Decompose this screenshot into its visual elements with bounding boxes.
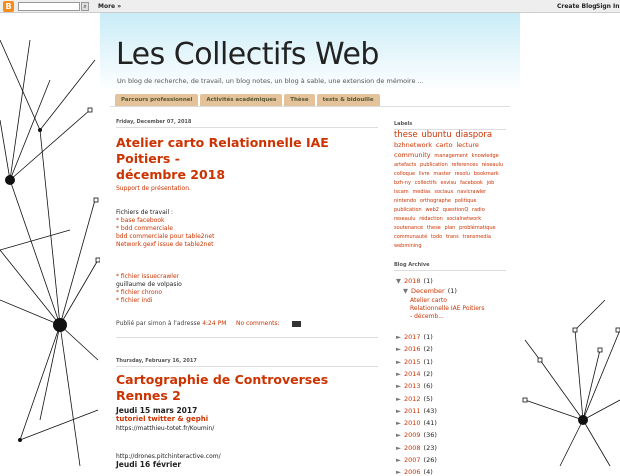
more-label: More bbox=[98, 3, 116, 10]
create-blog-link[interactable]: Create Blog bbox=[557, 3, 597, 10]
label-link[interactable]: todo bbox=[430, 234, 443, 240]
archive-year-label[interactable]: 2011 bbox=[404, 406, 421, 415]
tab-parcours[interactable]: Parcours professionnel bbox=[115, 94, 198, 106]
tutorial-link[interactable]: tutoriel twitter & gephi bbox=[116, 415, 209, 423]
expand-right-icon[interactable]: ► bbox=[396, 443, 401, 452]
label-link[interactable]: reseaulu bbox=[394, 216, 416, 222]
label-link[interactable]: diaspora bbox=[455, 130, 493, 140]
post-title[interactable] bbox=[116, 135, 378, 183]
expand-right-icon[interactable]: ► bbox=[396, 431, 401, 440]
post-subheading: Jeudi 15 mars 2017 bbox=[116, 406, 198, 415]
blog-header bbox=[100, 13, 520, 91]
post-footer bbox=[116, 320, 301, 327]
post-title-line1[interactable]: Atelier carto Relationnelle IAE Poitiers - bbox=[116, 135, 329, 166]
label-link[interactable]: esvisu bbox=[440, 180, 457, 186]
post-date: Thursday, February 16, 2017 bbox=[116, 358, 378, 367]
archive-year-current[interactable] bbox=[396, 277, 433, 285]
post-time-link[interactable]: 4:24 PM bbox=[202, 320, 227, 327]
label-link[interactable]: these bbox=[426, 225, 441, 231]
comments-link[interactable]: No comments: bbox=[235, 320, 280, 327]
label-link[interactable]: webmining bbox=[394, 243, 422, 249]
file-link[interactable]: * fichier issuecrawler bbox=[116, 273, 180, 280]
divider bbox=[116, 337, 378, 338]
blog-container bbox=[100, 13, 520, 476]
expand-down-icon[interactable]: ▼ bbox=[396, 277, 401, 285]
archive-year[interactable] bbox=[396, 333, 433, 341]
labels-heading: Labels bbox=[394, 121, 506, 130]
archive-year-label[interactable]: 2012 bbox=[404, 394, 421, 403]
blogger-navbar bbox=[0, 0, 620, 13]
archive-count: (1) bbox=[423, 357, 433, 366]
label-link[interactable]: medias bbox=[412, 189, 431, 195]
archive-year[interactable] bbox=[396, 382, 433, 390]
label-link[interactable]: bzhnetwork bbox=[394, 141, 433, 149]
archive-year-label[interactable]: 2013 bbox=[404, 382, 421, 391]
archive-count: (5) bbox=[423, 394, 433, 403]
blog-description: Un blog de recherche, de travail, un blog notes, un blog à sable, une extension de mémoire ... bbox=[117, 77, 424, 85]
expand-down-icon[interactable]: ▼ bbox=[403, 287, 408, 295]
label-link[interactable]: these bbox=[394, 130, 418, 140]
label-link[interactable]: lecture bbox=[456, 141, 479, 149]
url-text[interactable]: https://matthieu-totet.fr/Koumin/ bbox=[116, 425, 215, 432]
file-link[interactable]: * base facebook bbox=[116, 217, 165, 224]
support-link[interactable]: Support de présentation. bbox=[116, 185, 191, 192]
expand-right-icon[interactable]: ► bbox=[396, 369, 401, 378]
post-subheading: Jeudi 16 février bbox=[116, 460, 182, 469]
expand-right-icon[interactable]: ► bbox=[396, 394, 401, 403]
label-link[interactable]: réseaulu bbox=[481, 162, 504, 168]
label-link[interactable]: management bbox=[434, 153, 468, 159]
label-link[interactable]: job bbox=[486, 180, 495, 186]
archive-year-label[interactable]: 2017 bbox=[404, 333, 421, 341]
label-link[interactable]: references bbox=[451, 162, 478, 168]
archive-count: (6) bbox=[423, 382, 433, 391]
archive-count: (36) bbox=[423, 431, 437, 440]
archive-count: (23) bbox=[423, 443, 437, 452]
expand-right-icon[interactable]: ► bbox=[396, 419, 401, 428]
archive-year-label[interactable]: 2006 bbox=[404, 468, 421, 476]
tab-activites[interactable]: Activités académiques bbox=[200, 94, 282, 106]
label-link[interactable]: collectifs bbox=[414, 180, 437, 186]
divider bbox=[110, 106, 510, 107]
file-link[interactable]: * fichier indi bbox=[116, 297, 153, 304]
search-input[interactable] bbox=[18, 2, 80, 11]
more-arrow-icon: » bbox=[117, 3, 122, 10]
label-link[interactable]: navicrawler bbox=[457, 189, 487, 195]
fichiers-label: Fichiers de travail : bbox=[116, 209, 174, 216]
archive-year[interactable] bbox=[396, 370, 433, 378]
label-link[interactable]: soutenance bbox=[394, 225, 424, 231]
label-link[interactable]: livre bbox=[418, 171, 430, 177]
label-link[interactable]: communauté bbox=[394, 234, 428, 240]
label-link[interactable]: publication bbox=[394, 207, 422, 213]
label-link[interactable]: orthographe bbox=[419, 198, 451, 204]
label-link[interactable]: transmedia bbox=[462, 234, 491, 240]
archive-year-label[interactable]: 2008 bbox=[404, 443, 421, 452]
expand-right-icon[interactable]: ► bbox=[396, 468, 401, 476]
label-link[interactable]: artefacts bbox=[394, 162, 417, 168]
sign-in-link[interactable]: Sign In bbox=[596, 3, 620, 10]
tab-these[interactable]: Thèse bbox=[284, 94, 314, 106]
archive-count: (2) bbox=[423, 345, 433, 354]
tab-tests[interactable]: tests & bidouille bbox=[317, 94, 380, 106]
label-link[interactable]: nintendo bbox=[394, 198, 417, 204]
label-link[interactable]: bzh-ny bbox=[394, 180, 411, 186]
archive-count: (1) bbox=[447, 287, 457, 295]
archive-year[interactable] bbox=[396, 419, 437, 427]
footer-prefix: Publié par simon à l'adresse bbox=[116, 320, 201, 327]
expand-right-icon[interactable]: ► bbox=[396, 345, 401, 354]
expand-right-icon[interactable]: ► bbox=[396, 357, 401, 366]
archive-month-label[interactable]: December bbox=[411, 287, 445, 295]
post-date: Friday, December 07, 2018 bbox=[116, 119, 378, 128]
label-link[interactable]: politique bbox=[454, 198, 477, 204]
label-link[interactable]: socialnetwork bbox=[446, 216, 482, 222]
archive-year[interactable] bbox=[396, 456, 437, 464]
archive-month[interactable] bbox=[403, 287, 457, 295]
label-link[interactable]: resolu bbox=[454, 171, 470, 177]
archive-year-label[interactable]: 2007 bbox=[404, 456, 421, 464]
label-link[interactable]: iscam bbox=[394, 189, 409, 195]
archive-heading: Blog Archive bbox=[394, 262, 506, 271]
archive-year-label[interactable]: 2010 bbox=[404, 419, 421, 428]
label-link[interactable]: publication bbox=[420, 162, 448, 168]
expand-right-icon[interactable]: ► bbox=[396, 382, 401, 391]
label-link[interactable]: bookmark bbox=[473, 171, 499, 177]
label-link[interactable]: problématique bbox=[459, 225, 496, 231]
label-link[interactable]: plan bbox=[444, 225, 456, 231]
archive-year[interactable] bbox=[396, 395, 433, 403]
label-link[interactable]: questionQ bbox=[442, 207, 469, 213]
file-link[interactable]: bdd commerciale pour table2net bbox=[116, 233, 215, 240]
archive-year[interactable] bbox=[396, 345, 433, 353]
archive-post-link[interactable]: Atelier carto Relationnelle IAE Poitiers - décemb... bbox=[410, 297, 485, 320]
blogger-logo-icon[interactable]: B bbox=[3, 1, 14, 12]
file-author: guillaume de volpasio bbox=[116, 281, 182, 288]
label-link[interactable]: radio bbox=[472, 207, 485, 213]
blog-title[interactable]: Les Collectifs Web bbox=[116, 37, 379, 72]
post-title-line2[interactable]: décembre 2018 bbox=[116, 167, 226, 182]
file-link[interactable]: * bdd commerciale bbox=[116, 225, 173, 232]
label-link[interactable]: trans bbox=[445, 234, 459, 240]
archive-year[interactable] bbox=[396, 444, 437, 452]
email-post-icon[interactable] bbox=[292, 321, 301, 327]
archive-year[interactable] bbox=[396, 468, 433, 476]
archive-year[interactable] bbox=[396, 358, 433, 366]
archive-count: (41) bbox=[423, 419, 437, 428]
archive-count: (43) bbox=[423, 406, 437, 415]
label-link[interactable]: carto bbox=[435, 141, 453, 149]
file-link[interactable]: * fichier chrono bbox=[116, 289, 163, 296]
more-menu[interactable] bbox=[98, 2, 121, 11]
label-link[interactable]: rédaction bbox=[419, 216, 443, 222]
label-link[interactable]: sociaux bbox=[434, 189, 454, 195]
expand-right-icon[interactable]: ► bbox=[396, 333, 401, 341]
url-text[interactable]: http://drones.pitchinteractive.com/ bbox=[116, 453, 221, 460]
archive-count: (1) bbox=[423, 333, 433, 341]
page-tabs bbox=[115, 94, 380, 106]
archive-year[interactable] bbox=[396, 407, 437, 415]
label-link[interactable]: community bbox=[394, 151, 431, 159]
archive-year[interactable] bbox=[396, 431, 437, 439]
label-link[interactable]: knowledge bbox=[471, 153, 499, 159]
archive-year-label[interactable]: 2009 bbox=[404, 431, 421, 440]
post-title[interactable]: Cartographie de Controverses Rennes 2 bbox=[116, 372, 329, 403]
archive-count: (26) bbox=[423, 456, 437, 464]
archive-count: (1) bbox=[423, 277, 433, 285]
archive-year-label[interactable]: 2015 bbox=[404, 357, 421, 366]
label-link[interactable]: master bbox=[433, 171, 451, 177]
label-link[interactable]: ubuntu bbox=[421, 130, 452, 140]
archive-count: (2) bbox=[423, 369, 433, 378]
label-link[interactable]: colloque bbox=[394, 171, 416, 177]
archive-year-label[interactable]: 2014 bbox=[404, 369, 421, 378]
labels-cloud bbox=[394, 131, 506, 251]
label-link[interactable]: facebook bbox=[460, 180, 483, 186]
search-button[interactable]: ⌕ bbox=[81, 2, 89, 11]
archive-year-label[interactable]: 2018 bbox=[404, 277, 421, 285]
expand-right-icon[interactable]: ► bbox=[396, 456, 401, 464]
main-column bbox=[116, 109, 378, 466]
archive-count: (4) bbox=[423, 468, 433, 476]
expand-right-icon[interactable]: ► bbox=[396, 406, 401, 415]
archive-year-label[interactable]: 2016 bbox=[404, 345, 421, 354]
file-link[interactable]: Network.gexf issue de table2net bbox=[116, 241, 214, 248]
label-link[interactable]: web2 bbox=[425, 207, 439, 213]
